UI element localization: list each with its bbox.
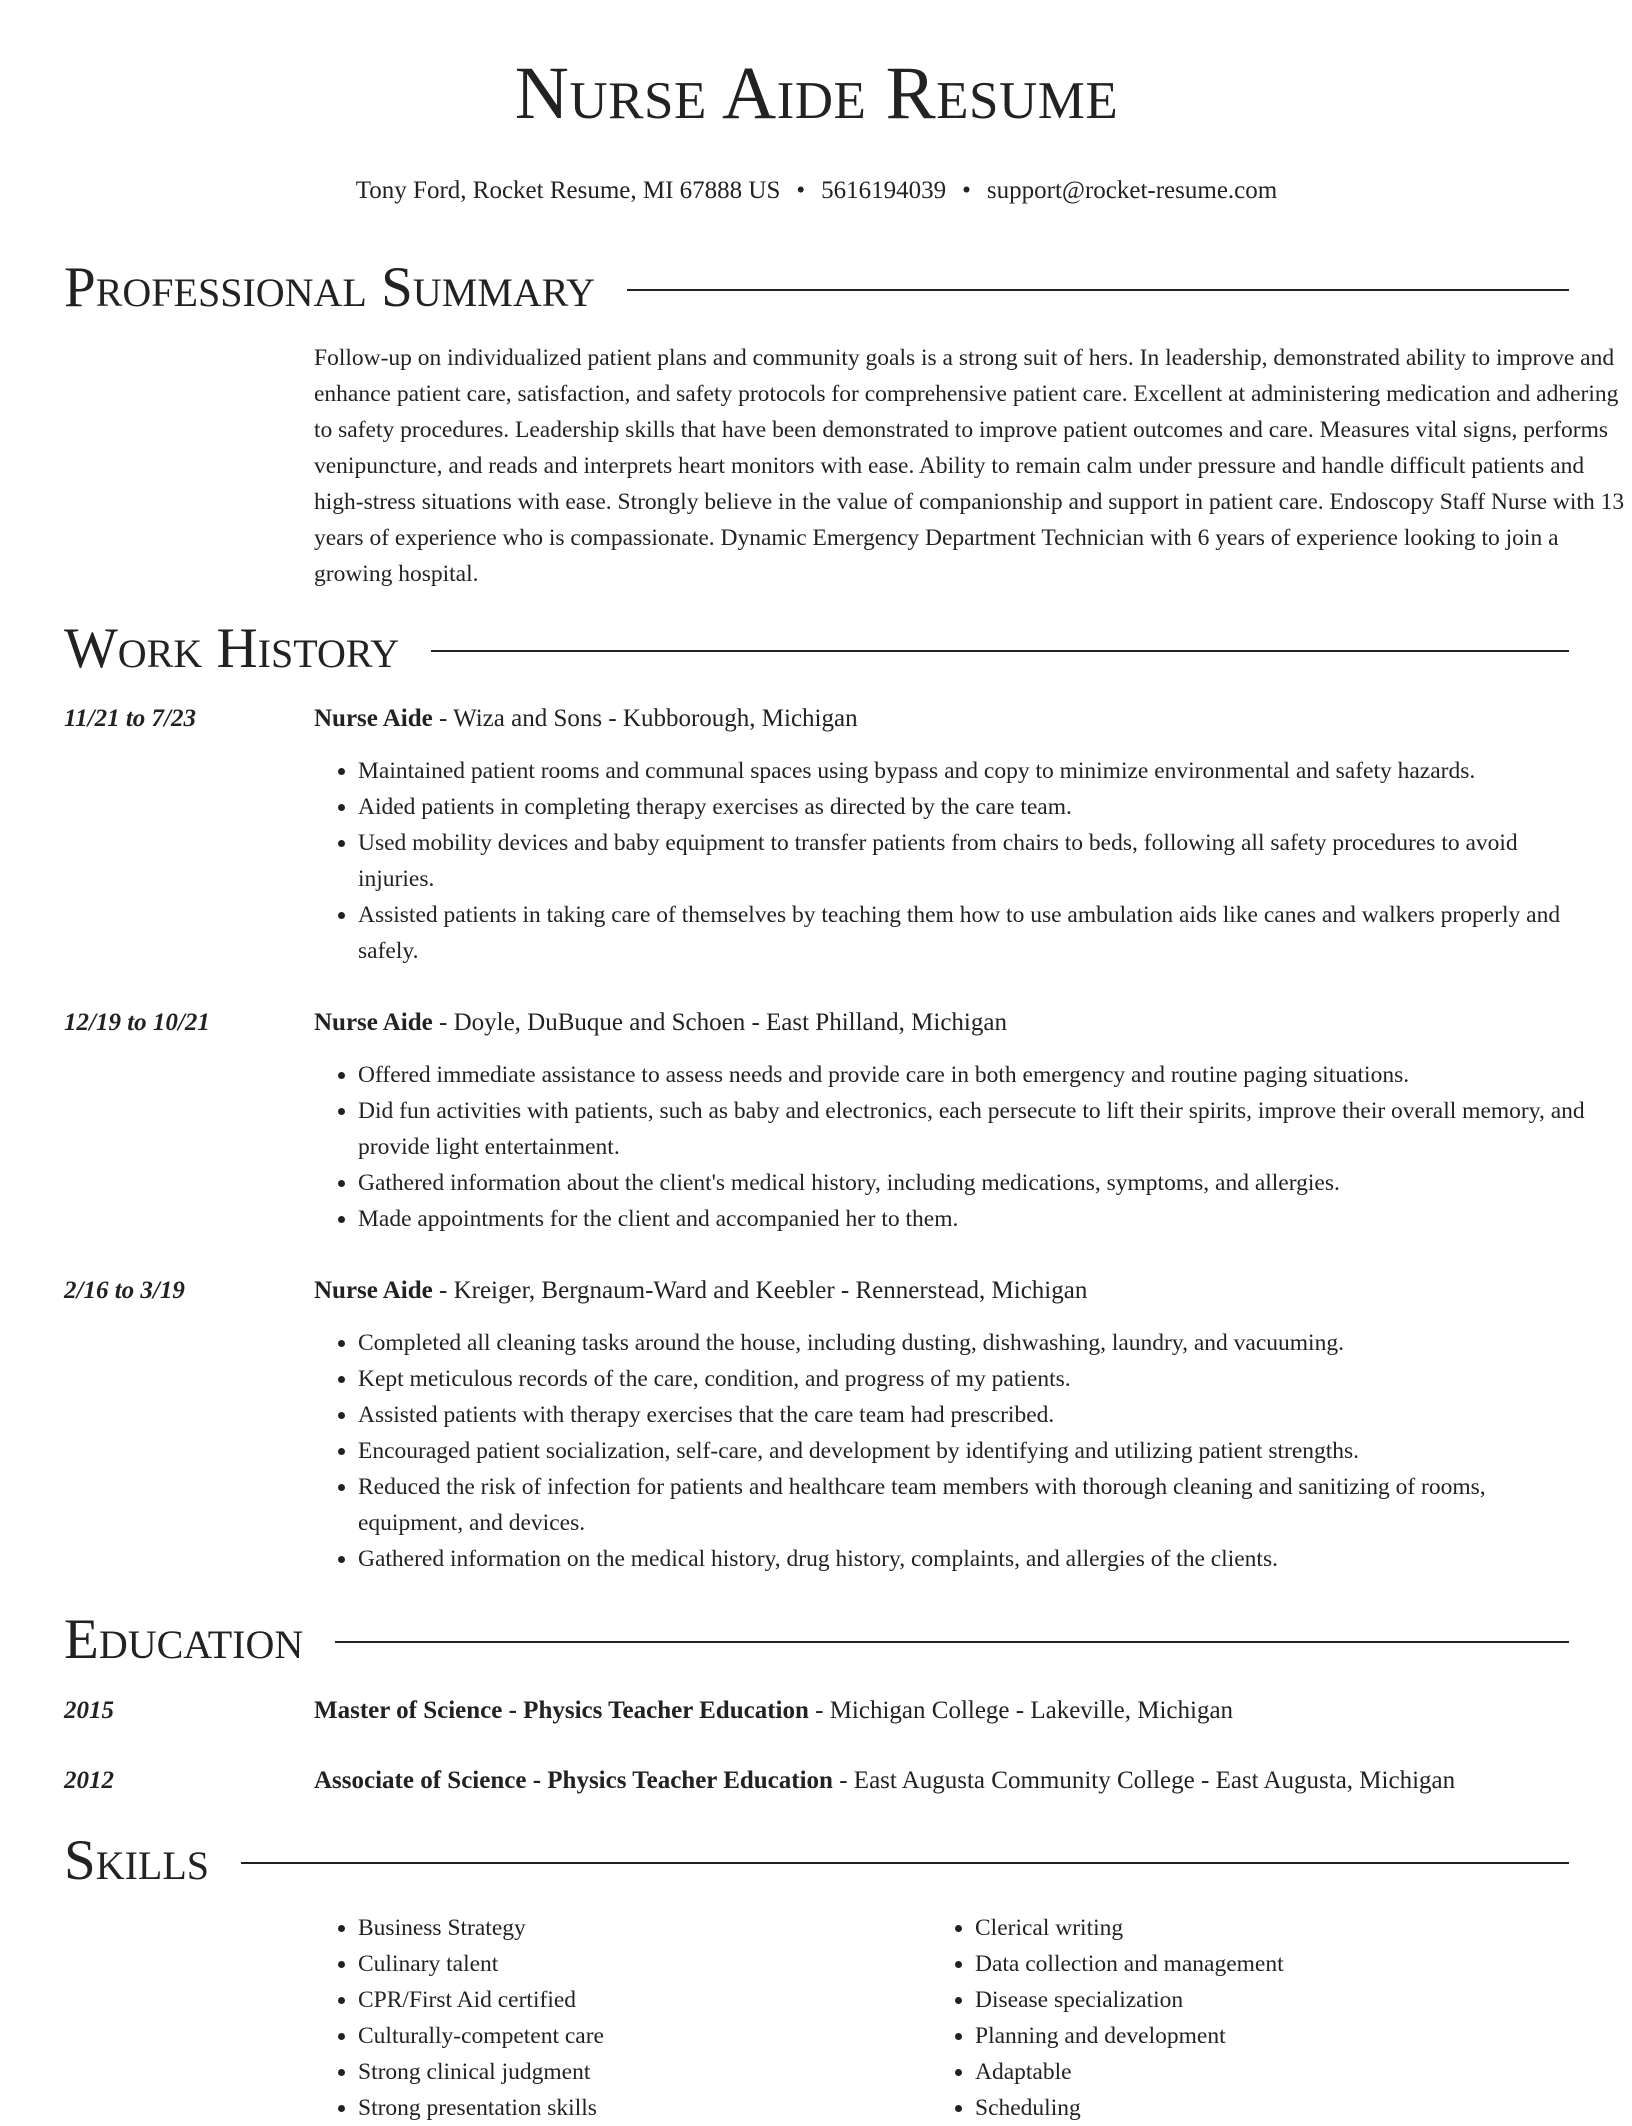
list-item: • Strong presentation skills — [358, 2090, 898, 2126]
section-title: Skills — [64, 1829, 210, 1892]
list-item: • Aided patients in completing therapy exercises as directed by the care team. — [358, 789, 1588, 825]
contact-separator: • — [962, 177, 971, 204]
list-item: • Scheduling — [975, 2090, 1515, 2126]
list-item: • Gathered information on the medical history, drug history, complaints, and allergies of the clients. — [358, 1541, 1588, 1577]
section-work-history — [64, 617, 1569, 680]
list-item: • Offered immediate assistance to assess needs and provide care in both emergency and routine paging situations. — [358, 1057, 1588, 1093]
work-dates: 2/16 to 3/19 — [64, 1277, 185, 1304]
section-divider — [335, 1641, 1569, 1643]
list-item: • Encouraged patient socialization, self-care, and development by identifying and utilizing patient strengths. — [358, 1433, 1588, 1469]
list-item: • Maintained patient rooms and communal spaces using bypass and copy to minimize environmental and safety hazards. — [358, 753, 1588, 789]
list-item: • Culturally-competent care — [358, 2018, 898, 2054]
skills-list-right — [931, 1910, 1515, 2126]
section-title: Education — [64, 1608, 304, 1671]
list-item: • Adaptable — [975, 2054, 1515, 2090]
work-bullets — [314, 1057, 1588, 1237]
work-dates: 11/21 to 7/23 — [64, 705, 196, 732]
list-item: • Business Strategy — [358, 1910, 898, 1946]
section-professional-summary — [64, 256, 1569, 319]
contact-phone: 5616194039 — [821, 177, 947, 204]
list-item: • CPR/First Aid certified — [358, 1982, 898, 2018]
section-title: Work History — [64, 617, 400, 680]
list-item: • Reduced the risk of infection for patients and healthcare team members with thorough cleaning and sanitizing of rooms, equipment, and devices. — [358, 1469, 1588, 1541]
section-education — [64, 1608, 1569, 1671]
list-item: • Used mobility devices and baby equipment to transfer patients from chairs to beds, following all safety procedures to avoid injuries. — [358, 825, 1588, 897]
job-title: Nurse Aide — [314, 1009, 433, 1036]
work-dates: 12/19 to 10/21 — [64, 1009, 210, 1036]
contact-address: Tony Ford, Rocket Resume, MI 67888 US — [355, 177, 781, 204]
education-heading — [314, 1763, 1569, 1799]
section-divider — [431, 650, 1569, 652]
job-title: Nurse Aide — [314, 705, 433, 732]
contact-email[interactable]: support@rocket-resume.com — [986, 177, 1278, 204]
school-details: - Michigan College - Lakeville, Michigan — [808, 1697, 1234, 1724]
list-item: • Culinary talent — [358, 1946, 898, 1982]
section-title: Professional Summary — [64, 256, 596, 319]
job-details: - Doyle, DuBuque and Schoen - East Philland, Michigan — [432, 1009, 1007, 1036]
contact-line — [64, 176, 1569, 206]
list-item: • Data collection and management — [975, 1946, 1515, 1982]
resume-title: Nurse Aide Resume — [514, 52, 1119, 135]
list-item: • Strong clinical judgment — [358, 2054, 898, 2090]
education-year: 2015 — [64, 1697, 114, 1724]
section-divider — [627, 289, 1569, 291]
section-divider — [241, 1862, 1569, 1864]
degree: Master of Science - Physics Teacher Education — [314, 1697, 809, 1724]
list-item: • Made appointments for the client and accompanied her to them. — [358, 1201, 1588, 1237]
work-heading — [314, 701, 1569, 737]
job-title: Nurse Aide — [314, 1277, 433, 1304]
job-details: - Kreiger, Bergnaum-Ward and Keebler - Rennerstead, Michigan — [432, 1277, 1088, 1304]
list-item: • Did fun activities with patients, such as baby and electronics, each persecute to lift their spirits, improve their overall memory, and provide light entertainment. — [358, 1093, 1588, 1165]
education-year: 2012 — [64, 1767, 114, 1794]
education-heading — [314, 1693, 1569, 1729]
list-item: • Assisted patients in taking care of themselves by teaching them how to use ambulation aids like canes and walkers properly and safely. — [358, 897, 1588, 969]
list-item: • Disease specialization — [975, 1982, 1515, 2018]
work-bullets — [314, 753, 1588, 969]
list-item: • Gathered information about the client's medical history, including medications, symptoms, and allergies. — [358, 1165, 1588, 1201]
summary-paragraph: Follow-up on individualized patient plans and community goals is a strong suit of hers. In leadership, demonstrated ability to improve and enhance patient care, satisfaction, and safety protocols for comprehensive patient care. Excellent at administering medication and adhering to safety procedures. Leadership skills that have been demonstrated to improve patient outcomes and care. Measures vital signs, performs venipuncture, and reads and interprets heart monitors with ease. Ability to remain calm under pressure and handle difficult patients and high-stress situations with ease. Strongly believe in the value of companionship and support in patient care. Endoscopy Staff Nurse with 13 years of experience who is compassionate. Dynamic Emergency Department Technician with 6 years of experience looking to join a growing hospital. — [314, 345, 1625, 587]
section-skills — [64, 1829, 1569, 1892]
job-details: - Wiza and Sons - Kubborough, Michigan — [432, 705, 858, 732]
list-item: • Kept meticulous records of the care, condition, and progress of my patients. — [358, 1361, 1588, 1397]
work-heading — [314, 1005, 1569, 1041]
degree: Associate of Science - Physics Teacher Education — [314, 1767, 833, 1794]
list-item: • Planning and development — [975, 2018, 1515, 2054]
skills-list-left — [314, 1910, 898, 2126]
list-item: • Assisted patients with therapy exercises that the care team had prescribed. — [358, 1397, 1588, 1433]
list-item: • Completed all cleaning tasks around the house, including dusting, dishwashing, laundry, and vacuuming. — [358, 1325, 1588, 1361]
work-heading — [314, 1273, 1569, 1309]
contact-separator: • — [796, 177, 806, 204]
school-details: - East Augusta Community College - East Augusta, Michigan — [832, 1767, 1456, 1794]
work-bullets — [314, 1325, 1588, 1577]
list-item: • Clerical writing — [975, 1910, 1515, 1946]
